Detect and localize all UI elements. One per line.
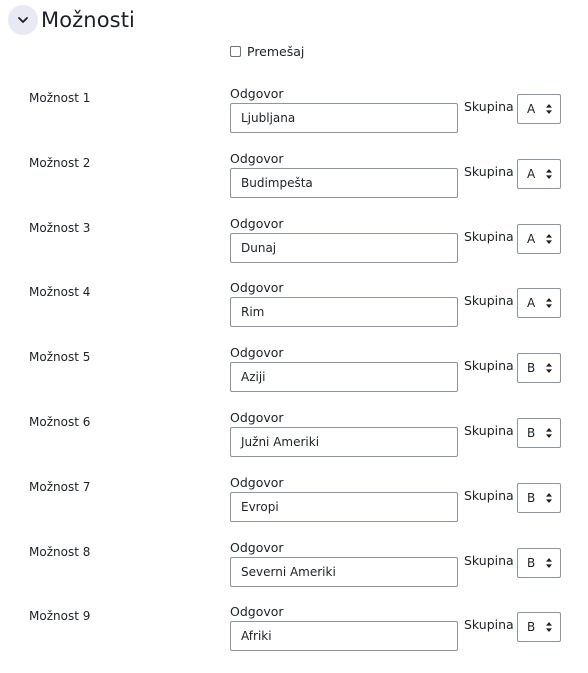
select-arrows-icon <box>546 493 552 503</box>
select-arrows-icon <box>546 298 552 308</box>
select-arrows-icon <box>546 169 552 179</box>
group-label: Skupina <box>464 229 514 244</box>
option-label: Možnost 5 <box>29 350 91 364</box>
group-select[interactable] <box>517 612 561 642</box>
group-select-value: B <box>527 426 536 440</box>
answer-label: Odgovor <box>230 604 284 619</box>
answer-label: Odgovor <box>230 86 284 101</box>
select-arrows-icon <box>546 363 552 373</box>
answer-input[interactable]: Severni Ameriki <box>230 557 458 587</box>
group-select-value: A <box>527 102 536 116</box>
select-arrows-icon <box>546 558 552 568</box>
group-select[interactable] <box>517 288 561 318</box>
group-select-value: B <box>527 620 536 634</box>
group-select-value: B <box>527 361 536 375</box>
answer-input[interactable]: Aziji <box>230 362 458 392</box>
option-row <box>0 216 588 285</box>
group-select[interactable] <box>517 548 561 578</box>
group-label: Skupina <box>464 358 514 373</box>
option-row <box>0 604 588 673</box>
section-header <box>8 5 135 35</box>
group-select[interactable] <box>517 224 561 254</box>
option-row <box>0 280 588 349</box>
answer-label: Odgovor <box>230 345 284 360</box>
section-title: Možnosti <box>41 8 135 32</box>
answer-input[interactable]: Afriki <box>230 621 458 651</box>
group-select-value: B <box>527 491 536 505</box>
option-label: Možnost 6 <box>29 415 91 429</box>
group-select-value: A <box>527 232 536 246</box>
group-label: Skupina <box>464 423 514 438</box>
group-label: Skupina <box>464 553 514 568</box>
shuffle-label: Premešaj <box>247 43 305 59</box>
group-select-value: A <box>527 296 536 310</box>
group-label: Skupina <box>464 488 514 503</box>
group-select[interactable] <box>517 159 561 189</box>
select-arrows-icon <box>546 234 552 244</box>
group-select-value: A <box>527 167 536 181</box>
answer-input[interactable]: Budimpešta <box>230 168 458 198</box>
option-row <box>0 475 588 544</box>
option-label: Možnost 7 <box>29 480 91 494</box>
option-row <box>0 540 588 609</box>
answer-label: Odgovor <box>230 216 284 231</box>
shuffle-option[interactable] <box>230 42 304 60</box>
select-arrows-icon <box>546 622 552 632</box>
answer-label: Odgovor <box>230 280 284 295</box>
answer-input[interactable]: Ljubljana <box>230 103 458 133</box>
answer-input[interactable]: Južni Ameriki <box>230 427 458 457</box>
answer-input[interactable]: Dunaj <box>230 233 458 263</box>
option-row <box>0 410 588 479</box>
answer-label: Odgovor <box>230 410 284 425</box>
option-row <box>0 86 588 155</box>
group-label: Skupina <box>464 164 514 179</box>
option-label: Možnost 8 <box>29 545 91 559</box>
chevron-down-icon <box>16 13 30 27</box>
answer-input[interactable]: Rim <box>230 297 458 327</box>
group-select[interactable] <box>517 418 561 448</box>
group-label: Skupina <box>464 293 514 308</box>
option-row <box>0 345 588 414</box>
answer-label: Odgovor <box>230 151 284 166</box>
shuffle-checkbox[interactable] <box>230 46 241 57</box>
group-select[interactable] <box>517 483 561 513</box>
option-label: Možnost 3 <box>29 221 91 235</box>
collapse-toggle-button[interactable] <box>8 5 38 35</box>
option-label: Možnost 1 <box>29 91 91 105</box>
option-label: Možnost 4 <box>29 285 91 299</box>
option-row <box>0 151 588 220</box>
option-label: Možnost 2 <box>29 156 91 170</box>
group-select[interactable] <box>517 94 561 124</box>
group-select[interactable] <box>517 353 561 383</box>
answer-input[interactable]: Evropi <box>230 492 458 522</box>
answer-label: Odgovor <box>230 475 284 490</box>
select-arrows-icon <box>546 104 552 114</box>
group-label: Skupina <box>464 617 514 632</box>
group-select-value: B <box>527 556 536 570</box>
group-label: Skupina <box>464 99 514 114</box>
answer-label: Odgovor <box>230 540 284 555</box>
select-arrows-icon <box>546 428 552 438</box>
option-label: Možnost 9 <box>29 609 91 623</box>
